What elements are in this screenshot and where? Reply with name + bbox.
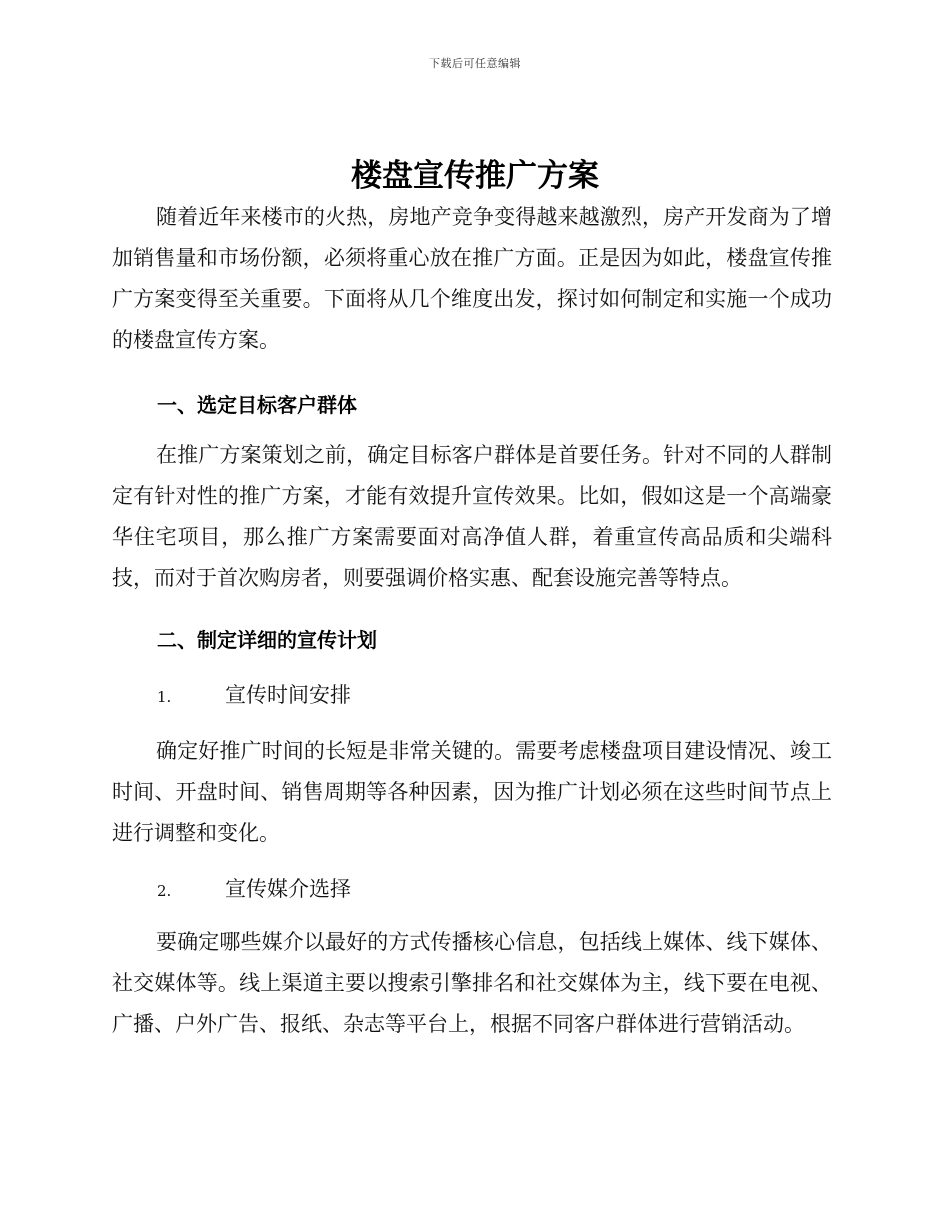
list-item-2-number: 2. [157, 882, 172, 900]
section-1-paragraph: 在推广方案策划之前，确定目标客户群体是首要任务。针对不同的人群制定有针对性的推广方案，才能有效提升宣传效果。比如，假如这是一个高端豪华住宅项目，那么推广方案需要面对高净值人群，着重宣传高品质和尖端科技，而对于首次购房者，则要强调价格实惠、配套设施完善等特点。 [112, 443, 832, 590]
section-2-heading: 二、制定详细的宣传计划 [157, 628, 377, 652]
section-1-heading: 一、选定目标客户群体 [157, 393, 357, 417]
intro-paragraph: 随着近年来楼市的火热，房地产竞争变得越来越激烈，房产开发商为了增加销售量和市场份额，必须将重心放在推广方面。正是因为如此，楼盘宣传推广方案变得至关重要。下面将从几个维度出发，探讨如何制定和实施一个成功的楼盘宣传方案。 [112, 205, 832, 352]
list-item-1-number: 1. [157, 688, 172, 706]
list-item-1 [157, 679, 351, 709]
list-item-2-label: 宣传媒介选择 [225, 877, 351, 901]
header-note: 下载后可任意编辑 [429, 57, 521, 70]
list-item-2-paragraph: 要确定哪些媒介以最好的方式传播核心信息，包括线上媒体、线下媒体、社交媒体等。线上渠道主要以搜索引擎排名和社交媒体为主，线下要在电视、广播、户外广告、报纸、杂志等平台上，根据不同客户群体进行营销活动。 [112, 930, 832, 1036]
list-item-1-label: 宣传时间安排 [225, 683, 351, 707]
document-title: 楼盘宣传推广方案 [351, 158, 599, 194]
list-item-1-paragraph: 确定好推广时间的长短是非常关键的。需要考虑楼盘项目建设情况、竣工时间、开盘时间、销售周期等各种因素，因为推广计划必须在这些时间节点上进行调整和变化。 [112, 739, 832, 845]
list-item-2 [157, 873, 351, 903]
